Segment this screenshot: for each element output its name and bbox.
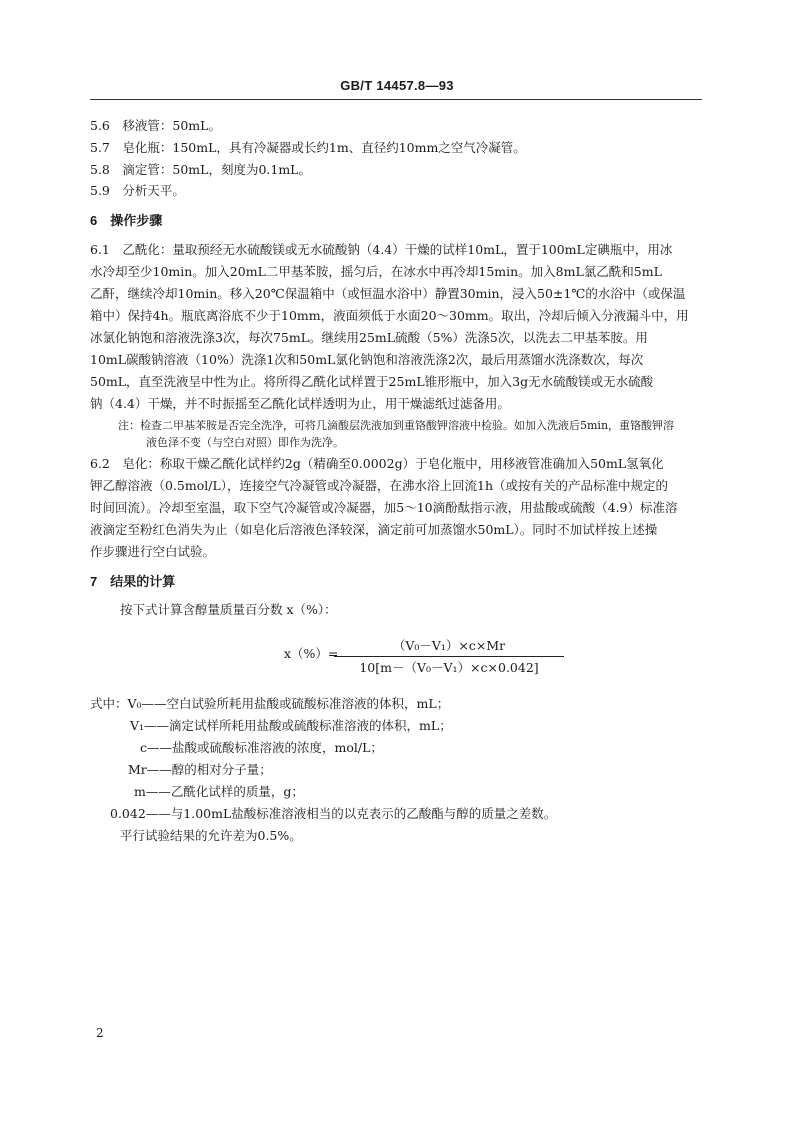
def-line: Mr——醇的相对分子量； xyxy=(128,762,272,777)
p61-line: 50mL，直至洗液呈中性为止。将所得乙酰化试样置于25mL锥形瓶中，加入3g无水硫酸镁或无水硫酸 xyxy=(90,374,654,389)
p61-line: 水冷却至少10min。加入20mL二甲基苯胺，摇匀后，在冰水中再冷却15min。加入8mL氯乙酰和5mL xyxy=(90,264,662,279)
def-line: c——盐酸或硫酸标准溶液的浓度，mol/L； xyxy=(140,740,383,755)
item-5-7: 5.7 皂化瓶：150mL，具有冷凝器或长约1m、直径约10mm之空气冷凝管。 xyxy=(90,140,526,155)
formula-fraction xyxy=(334,636,564,676)
section-7-heading: 7 结果的计算 xyxy=(90,574,176,589)
p61-line: 箱中）保持4h。瓶底离浴底不少于10mm，液面须低于水面20～30mm。取出，冷却后倾入分液漏斗中，用 xyxy=(90,308,689,323)
formula-numerator: （V₀－V₁）×c×Mr xyxy=(334,636,564,657)
header-rule xyxy=(90,99,702,100)
p61-line: 钠（4.4）干燥，并不时振摇至乙酰化试样透明为止，用干燥滤纸过滤备用。 xyxy=(90,396,510,411)
note-line: 液色泽不变（与空白对照）即作为洗净。 xyxy=(146,436,344,449)
def-line: 0.042——与1.00mL盐酸标准溶液相当的以克表示的乙酸酯与醇的质量之差数。 xyxy=(110,806,557,821)
def-line: m——乙酰化试样的质量，g； xyxy=(134,784,304,799)
section-6-heading: 6 操作步骤 xyxy=(90,213,163,228)
page-number: 2 xyxy=(96,1026,104,1040)
calc-intro: 按下式计算含醇量质量百分数 x（%）： xyxy=(120,602,337,617)
p61-line: 冰氯化钠饱和溶液洗涤3次，每次75mL。继续用25mL硫酸（5%）洗涤5次，以洗去二甲基苯胺。用 xyxy=(90,330,648,345)
p61-line: 10mL碳酸钠溶液（10%）洗涤1次和50mL氯化钠饱和溶液洗涤2次，最后用蒸馏水洗涤数次，每次 xyxy=(90,352,644,367)
def-line: 式中：V₀——空白试验所耗用盐酸或硫酸标准溶液的体积，mL； xyxy=(90,696,450,711)
def-line: V₁——滴定试样所耗用盐酸或硫酸标准溶液的体积，mL； xyxy=(130,718,452,733)
p62-line: 6.2 皂化：称取干燥乙酰化试样约2g（精确至0.0002g）于皂化瓶中，用移液管准确加入50mL氢氧化 xyxy=(90,456,664,471)
p61-line: 乙酐，继续冷却10min。移入20℃保温箱中（或恒温水浴中）静置30min，浸入50±1℃的水浴中（或保温 xyxy=(90,286,686,301)
formula-denominator: 10[m－（V₀－V₁）×c×0.042] xyxy=(359,660,539,675)
page-header: GB/T 14457.8—93 xyxy=(340,78,454,93)
item-5-9: 5.9 分析天平。 xyxy=(90,183,185,198)
p61-line: 6.1 乙酰化：量取预经无水硫酸镁或无水硫酸钠（4.4）干燥的试样10mL，置于100mL定碘瓶中，用冰 xyxy=(90,242,673,257)
formula-lhs: x（%）= xyxy=(284,646,339,661)
p62-line: 时间回流）。冷却至室温，取下空气冷凝管或冷凝器，加5～10滴酚酞指示液，用盐酸或硫酸（4.9）标准溶 xyxy=(90,500,678,515)
p62-line: 液滴定至粉红色消失为止（如皂化后溶液色泽较深，滴定前可加蒸馏水50mL）。同时不加试样按上述操 xyxy=(90,522,658,537)
note-line: 注：检查二甲基苯胺是否完全洗净，可将几滴酸层洗液加到重铬酸钾溶液中检验。如加入洗液后5min，重铬酸钾溶 xyxy=(118,419,675,432)
item-5-6: 5.6 移液管：50mL。 xyxy=(90,118,221,133)
p62-line: 作步骤进行空白试验。 xyxy=(90,544,216,559)
item-5-8: 5.8 滴定管：50mL，刻度为0.1mL。 xyxy=(90,162,311,177)
tolerance-line: 平行试验结果的允许差为0.5%。 xyxy=(120,828,302,843)
p62-line: 钾乙醇溶液（0.5mol/L），连接空气冷凝管或冷凝器，在沸水浴上回流1h（或按有关的产品标准中规定的 xyxy=(90,478,669,493)
